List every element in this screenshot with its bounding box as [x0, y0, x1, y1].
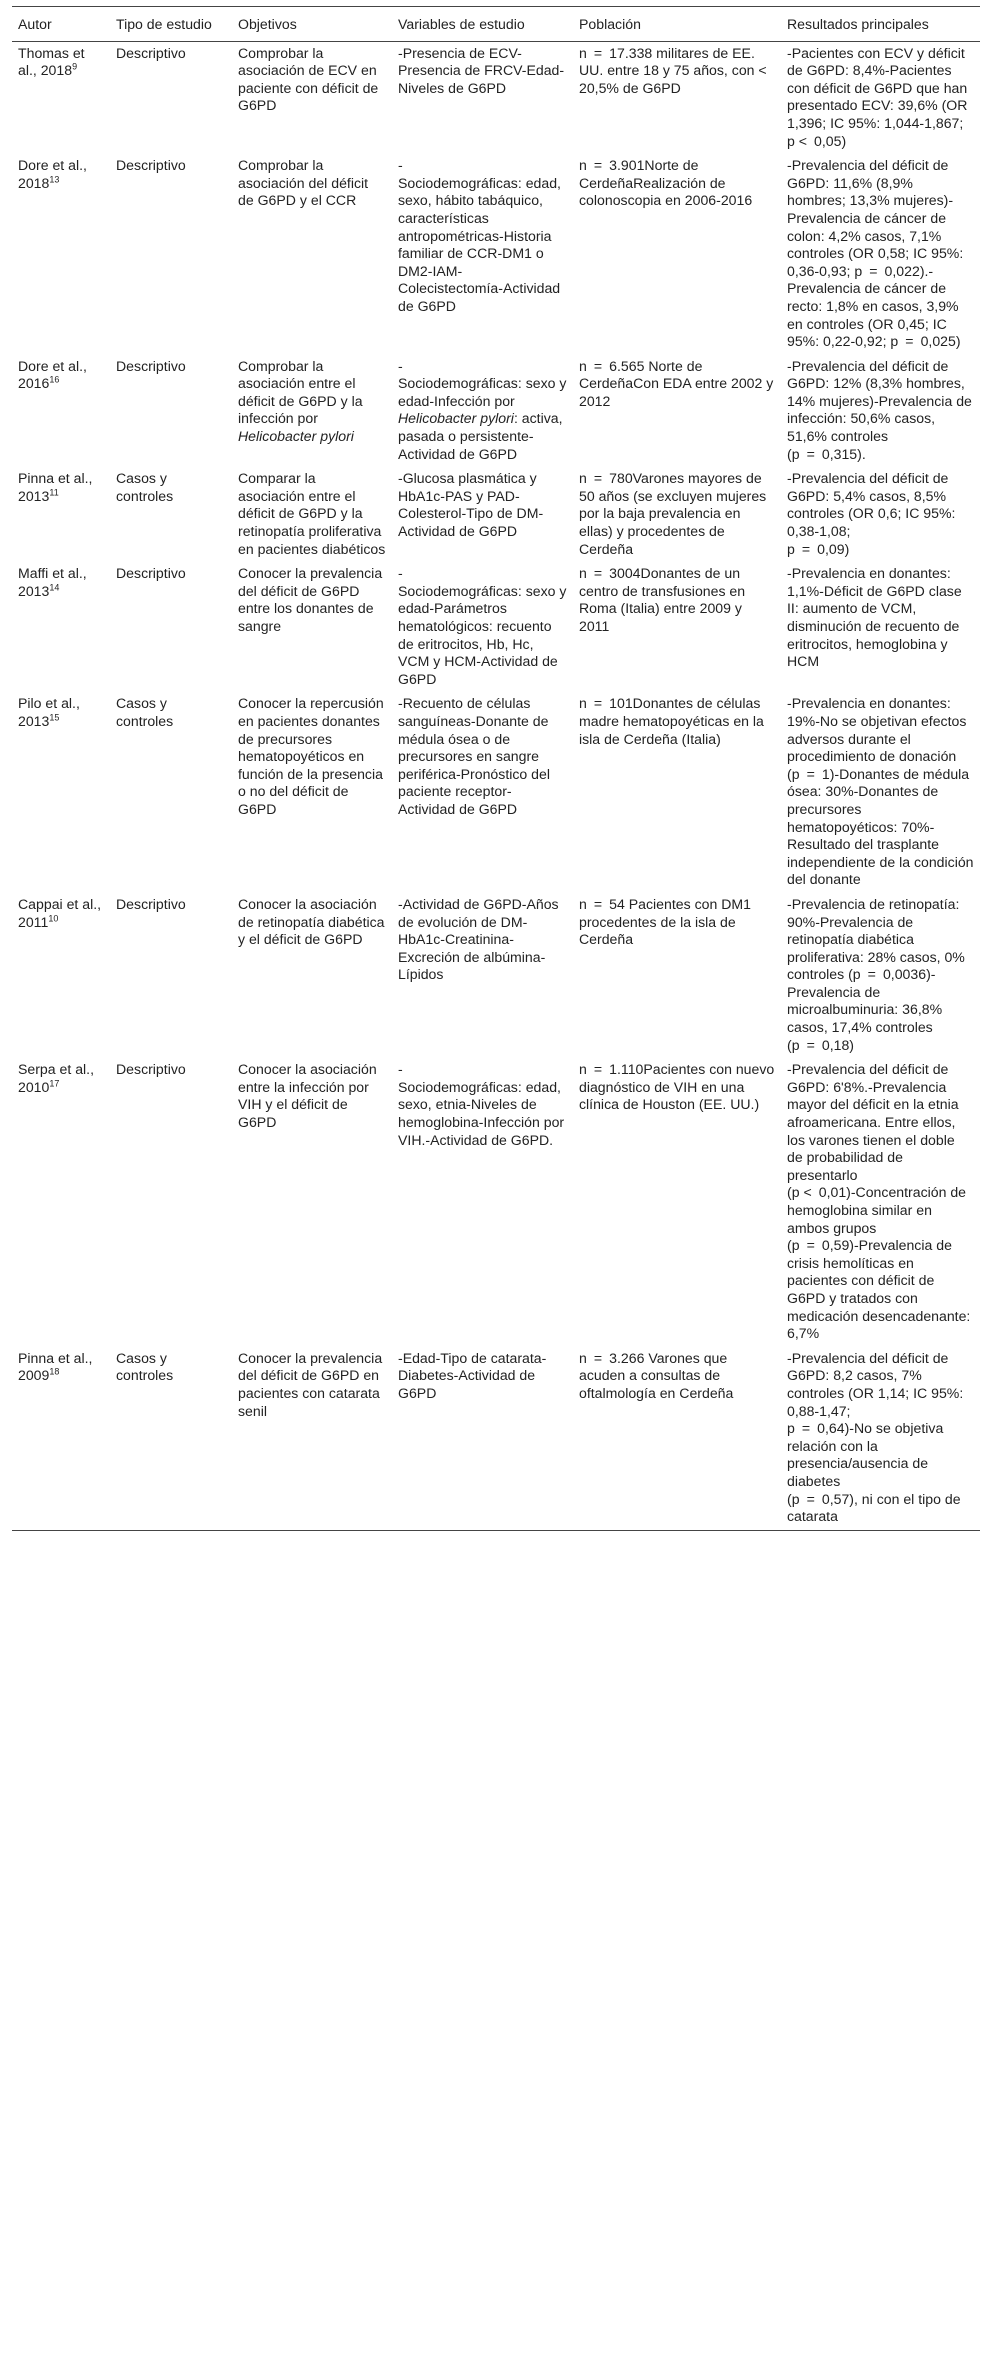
table-row — [12, 355, 980, 468]
cell-tipo-estudio: Descriptivo — [116, 44, 186, 61]
autor-text: Dore et al., 2016 — [18, 357, 87, 392]
autor-text: Pilo et al., 2013 — [18, 695, 80, 729]
cell-objetivos: Comprobar la asociación de ECV en paciente con déficit de G6PD — [238, 44, 379, 114]
reference-number: 17 — [49, 1078, 60, 1089]
study-table-container — [12, 6, 980, 1531]
cell-objetivos: Comparar la asociación entre el déficit de G6PD y la retinopatía proliferativa en pacientes diabéticos — [238, 470, 386, 557]
cell-poblacion: n = 1.110Pacientes con nuevo diagnóstico de VIH en una clínica de Houston (EE. UU.) — [579, 1061, 775, 1113]
table-row — [12, 467, 980, 562]
cell-poblacion: n = 101Donantes de células madre hematopoyéticas en la isla de Cerdeña (Italia) — [579, 695, 764, 747]
autor-text: Cappai et al., 2011 — [18, 895, 102, 930]
cell-poblacion: n = 54 Pacientes con DM1 procedentes de la isla de Cerdeña — [579, 895, 751, 948]
cell-resultados: -Prevalencia del déficit de G6PD: 5,4% casos, 8,5% controles (OR 0,6; IC 95%: 0,38-1,08; p = 0,09) — [787, 470, 956, 557]
cell-objetivos: Comprobar la asociación entre el déficit de G6PD y la infección por Helicobacter pylori — [238, 357, 363, 445]
reference-number: 13 — [49, 174, 60, 185]
reference-number: 16 — [49, 374, 60, 385]
reference-number: 10 — [48, 912, 59, 923]
cell-poblacion: n = 3004Donantes de un centro de transfusiones en Roma (Italia) entre 2009 y 2011 — [579, 565, 746, 634]
cell-objetivos: Conocer la asociación de retinopatía diabética y el déficit de G6PD — [238, 895, 385, 948]
table-row — [12, 692, 980, 893]
table-row — [12, 41, 980, 154]
cell-tipo-estudio: Casos y controles — [116, 695, 174, 729]
header-tipo-estudio: Tipo de estudio — [110, 7, 232, 42]
cell-tipo-estudio: Descriptivo — [116, 565, 186, 582]
cell-variables: -Actividad de G6PD-Años de evolución de DM-HbA1c-Creatinina-Excreción de albúmina-Lípidos — [398, 895, 559, 983]
cell-variables: -Edad-Tipo de catarata-Diabetes-Actividad de G6PD — [392, 1347, 573, 1530]
cell-poblacion: n = 780Varones mayores de 50 años (se excluyen mujeres por la baja prevalencia en ellas) y procedentes de Cerdeña — [579, 470, 767, 557]
table-row — [12, 893, 980, 1058]
cell-objetivos: Conocer la prevalencia del déficit de G6PD entre los donantes de sangre — [238, 565, 383, 634]
header-variables: Variables de estudio — [392, 7, 573, 42]
autor-text: Pinna et al., 2013 — [18, 470, 93, 504]
cell-variables: - Sociodemográficas: sexo y edad-Infección por Helicobacter pylori: activa, pasada o persistente-Actividad de G6PD — [398, 357, 567, 462]
cell-objetivos: Conocer la prevalencia del déficit de G6PD en pacientes con catarata senil — [232, 1347, 392, 1530]
cell-autor — [12, 154, 110, 355]
cell-tipo-estudio: Casos y controles — [110, 1347, 232, 1530]
cell-objetivos: Conocer la repercusión en pacientes donantes de precursores hematopoyéticos en función de la presencia o no del déficit de G6PD — [238, 695, 384, 817]
header-autor: Autor — [12, 7, 110, 42]
autor-text: Maffi et al., 2013 — [18, 565, 87, 599]
cell-resultados: -Prevalencia en donantes: 19%-No se objetivan efectos adversos durante el procedimiento de donación (p = 1)-Donantes de médula ósea: 30%-Donantes de precursores hematopoyéticos: 70%-Resultado del trasplante independiente de la condición del donante — [787, 695, 974, 888]
cell-variables: -Presencia de ECV-Presencia de FRCV-Edad-Niveles de G6PD — [398, 44, 565, 96]
cell-resultados: -Prevalencia del déficit de G6PD: 11,6% (8,9% hombres; 13,3% mujeres)-Prevalencia de cáncer de colon: 4,2% casos, 7,1% controles (OR 0,58; IC 95%: 0,36-0,93; p = 0,022).-Prevalencia de cáncer de recto: 1,8% en casos, 3,9% en controles (OR 0,45; IC 95%: 0,22-0,92; p = 0,025) — [787, 157, 964, 350]
cell-objetivos: Comprobar la asociación del déficit de G6PD y el CCR — [238, 157, 369, 209]
cell-resultados: -Prevalencia del déficit de G6PD: 8,2 casos, 7% controles (OR 1,14; IC 95%: 0,88-1,47; p = 0,64)-No se objetiva relación con la presencia/ausencia de diabetes (p = 0,57), ni con el tipo de catarata — [781, 1347, 980, 1530]
cell-tipo-estudio: Descriptivo — [116, 895, 186, 912]
autor-text: Thomas et al., 2018 — [18, 44, 85, 79]
cell-tipo-estudio: Casos y controles — [116, 470, 174, 504]
cell-autor — [12, 41, 110, 154]
table-row — [12, 1058, 980, 1347]
cell-variables: - Sociodemográficas: edad, sexo, etnia-Niveles de hemoglobina-Infección por VIH.-Actividad de G6PD. — [398, 1061, 565, 1148]
cell-poblacion: n = 17.338 militares de EE. UU. entre 18 y 75 años, con < 20,5% de G6PD — [579, 44, 774, 96]
reference-number: 18 — [49, 1366, 60, 1377]
cell-tipo-estudio: Descriptivo — [116, 1061, 186, 1078]
header-resultados: Resultados principales — [781, 7, 980, 42]
reference-number: 15 — [49, 712, 60, 723]
cell-resultados: -Prevalencia de retinopatía: 90%-Prevalencia de retinopatía diabética proliferativa: 28% casos, 0% controles (p = 0,0036)-Prevalencia de microalbuminuria: 36,8% casos, 17,4% controles (p = 0,18) — [787, 895, 965, 1053]
autor-text: Pinna et al., 2009 — [18, 1349, 93, 1384]
study-table — [12, 6, 980, 1531]
autor-text: Serpa et al., 2010 — [18, 1061, 94, 1095]
reference-number: 14 — [49, 582, 60, 593]
cell-tipo-estudio: Descriptivo — [116, 157, 186, 174]
cell-resultados: -Prevalencia del déficit de G6PD: 6'8%.-Prevalencia mayor del déficit en la etnia afroamericana. Entre ellos, los varones tienen el doble de probabilidad de presentarlo (p < 0,01)-Concentración de hemoglobina similar en ambos grupos (p = 0,59)-Prevalencia de crisis hemolíticas en pacientes con déficit de G6PD y tratados con medicación desencadenante: 6,7% — [787, 1061, 971, 1342]
cell-variables: - Sociodemográficas: edad, sexo, hábito tabáquico, características antropométricas-Historia familiar de CCR-DM1 o DM2-IAM-Colecistectomía-Actividad de G6PD — [398, 157, 561, 314]
reference-number: 11 — [49, 487, 59, 498]
header-objetivos: Objetivos — [232, 7, 392, 42]
autor-text: Dore et al., 2018 — [18, 157, 87, 191]
cell-autor — [12, 692, 110, 893]
cell-poblacion: n = 3.901Norte de CerdeñaRealización de colonoscopia en 2006-2016 — [579, 157, 753, 209]
table-row — [12, 1347, 980, 1530]
cell-objetivos: Conocer la asociación entre la infección por VIH y el déficit de G6PD — [238, 1061, 377, 1131]
cell-variables: -Glucosa plasmática y HbA1c-PAS y PAD-Colesterol-Tipo de DM-Actividad de G6PD — [398, 470, 544, 540]
reference-number: 9 — [72, 61, 78, 72]
cell-autor — [12, 355, 110, 468]
cell-resultados: -Pacientes con ECV y déficit de G6PD: 8,4%-Pacientes con déficit de G6PD que han presentado ECV: 39,6% (OR 1,396; IC 95%: 1,044-1,867; p < 0,05) — [787, 44, 968, 149]
cell-autor — [12, 1347, 110, 1530]
cell-tipo-estudio: Descriptivo — [116, 357, 186, 374]
table-row — [12, 154, 980, 355]
cell-autor — [12, 893, 110, 1058]
table-header-row — [12, 7, 980, 42]
cell-resultados: -Prevalencia en donantes: 1,1%-Déficit de G6PD clase II: aumento de VCM, disminución de recuento de eritrocitos, hemoglobina y HCM — [787, 565, 962, 670]
cell-poblacion: n = 6.565 Norte de CerdeñaCon EDA entre 2002 y 2012 — [579, 357, 774, 409]
cell-variables: -Recuento de células sanguíneas-Donante de médula ósea o de precursores en sangre periférica-Pronóstico del paciente receptor-Actividad de G6PD — [398, 695, 550, 817]
cell-variables: - Sociodemográficas: sexo y edad-Parámetros hematológicos: recuento de eritrocitos, Hb, Hc, VCM y HCM-Actividad de G6PD — [398, 565, 567, 687]
cell-autor — [12, 1058, 110, 1347]
cell-autor — [12, 467, 110, 562]
cell-resultados: -Prevalencia del déficit de G6PD: 12% (8,3% hombres, 14% mujeres)-Prevalencia de infección: 50,6% casos, 51,6% controles (p = 0,315). — [787, 357, 972, 462]
table-row — [12, 562, 980, 692]
cell-poblacion: n = 3.266 Varones que acuden a consultas de oftalmología en Cerdeña — [573, 1347, 781, 1530]
cell-autor — [12, 562, 110, 692]
header-poblacion: Población — [573, 7, 781, 42]
table-body — [12, 41, 980, 1530]
